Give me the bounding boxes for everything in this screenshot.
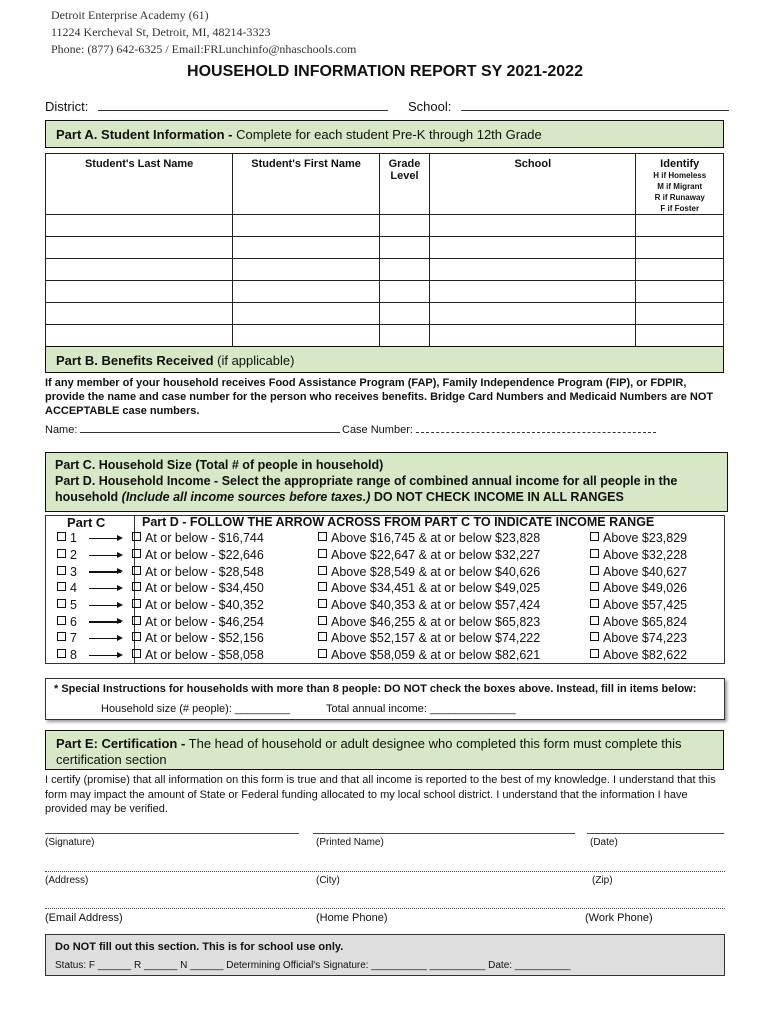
part-d-heading: Part D. Household Income - (55, 474, 219, 488)
table-row (57, 597, 710, 614)
part-b-instructions: If any member of your household receives Food Assistance Program (FAP), Family Independence Program (FIP), or FDPIR, provide the name and case number for the person who receives benefits. Bridge Card Numbers and Medicaid Numbers are NOT ACCEPTABLE case numbers. (45, 377, 714, 417)
income-range-label: At or below - $58,058 (145, 648, 264, 663)
household-size-field[interactable]: Household size (# people): _________ (101, 703, 290, 715)
income-range-label: At or below - $16,744 (145, 531, 264, 546)
address-line[interactable] (45, 871, 725, 872)
income-range-label: Above $57,425 (603, 598, 688, 613)
checkbox-icon[interactable] (57, 616, 66, 625)
school-address: 11224 Kercheval St, Detroit, MI, 48214-3323 (51, 25, 271, 39)
income-range-2-checkbox[interactable] (318, 547, 590, 564)
income-range-1-checkbox[interactable] (132, 630, 318, 647)
income-range-label: Above $58,059 & at or below $82,621 (331, 648, 541, 663)
total-income-field[interactable]: Total annual income: ______________ (326, 703, 516, 715)
checkbox-icon[interactable] (590, 549, 599, 558)
school-contact: Phone: (877) 642-6325 / Email:FRLunchinfo@nhaschools.com (51, 42, 357, 56)
checkbox-icon[interactable] (318, 566, 327, 575)
part-e-heading: Part E: Certification - (56, 736, 186, 751)
school-use-status: Status: F ______ R ______ N ______ Determining Official's Signature: __________ __________ Date: __________ (55, 960, 571, 971)
checkbox-icon[interactable] (132, 632, 141, 641)
household-size-checkbox[interactable] (57, 613, 132, 630)
student-table (45, 153, 724, 347)
income-range-1-checkbox[interactable] (132, 563, 318, 580)
table-row[interactable] (46, 325, 724, 347)
checkbox-icon[interactable] (590, 532, 599, 541)
checkbox-icon[interactable] (132, 566, 141, 575)
income-range-1-checkbox[interactable] (132, 530, 318, 547)
arrow-right-icon (89, 638, 121, 640)
checkbox-icon[interactable] (57, 566, 66, 575)
part-e-subheading: The head of household or adult designee who completed this form must complete this certification section (56, 736, 682, 767)
certification-statement: I certify (promise) that all information on this form is true and that all income is reported to the best of my knowledge. I understand that this form may impact the amount of State or Federal funding allocated to my local school district. I understand that the information I have provided may be verified. (45, 774, 716, 815)
signature-line[interactable] (45, 833, 299, 834)
table-row[interactable] (46, 215, 724, 237)
household-size-value: 2 (70, 548, 77, 563)
col-grade-level: Grade Level (379, 154, 429, 215)
school-header (51, 7, 356, 58)
district-field[interactable] (45, 99, 388, 114)
checkbox-icon[interactable] (57, 549, 66, 558)
arrow-right-icon (89, 588, 121, 590)
income-range-2-checkbox[interactable] (318, 530, 590, 547)
identify-note-m: M if Migrant (657, 182, 703, 191)
income-range-3-checkbox[interactable] (590, 647, 710, 664)
income-range-1-checkbox[interactable] (132, 613, 318, 630)
table-row (57, 630, 710, 647)
part-d-italic: (Include all income sources before taxes.) (121, 490, 371, 504)
checkbox-icon[interactable] (132, 582, 141, 591)
printed-name-label: (Printed Name) (316, 837, 384, 848)
household-size-checkbox[interactable] (57, 563, 132, 580)
income-range-3-checkbox[interactable] (590, 630, 710, 647)
arrow-right-icon (89, 555, 121, 557)
part-b-heading: Part B. Benefits Received (56, 353, 214, 368)
checkbox-icon[interactable] (590, 599, 599, 608)
zip-label: (Zip) (592, 875, 613, 886)
income-range-label: At or below - $52,156 (145, 631, 264, 646)
income-range-3-checkbox[interactable] (590, 613, 710, 630)
identify-note-r: R if Runaway (654, 193, 705, 202)
identify-note-h: H if Homeless (653, 171, 707, 180)
school-label: School: (408, 99, 452, 114)
address-label: (Address) (45, 875, 89, 886)
income-range-1-checkbox[interactable] (132, 647, 318, 664)
district-label: District: (45, 99, 89, 114)
income-range-2-checkbox[interactable] (318, 597, 590, 614)
income-range-label: Above $46,255 & at or below $65,823 (331, 614, 541, 629)
income-range-3-checkbox[interactable] (590, 547, 710, 564)
arrow-right-icon (89, 621, 121, 623)
income-range-label: Above $32,228 (603, 548, 688, 563)
household-size-value: 7 (70, 631, 77, 646)
special-instructions-box (45, 678, 725, 720)
household-size-value: 8 (70, 648, 77, 663)
household-size-value: 3 (70, 564, 77, 579)
income-range-2-checkbox[interactable] (318, 563, 590, 580)
arrow-right-icon (89, 571, 121, 573)
part-e-header (45, 730, 724, 770)
household-size-value: 6 (70, 614, 77, 629)
table-row (57, 530, 710, 547)
household-size-checkbox[interactable] (57, 647, 132, 664)
part-a-header (45, 120, 724, 148)
income-range-label: Above $82,622 (603, 648, 688, 663)
school-field[interactable] (408, 99, 729, 114)
income-range-label: At or below - $46,254 (145, 614, 264, 629)
city-label: (City) (316, 875, 340, 886)
col-part-d: Part D - FOLLOW THE ARROW ACROSS FROM PART C TO INDICATE INCOME RANGE (142, 515, 655, 529)
part-d-sub: Select the appropriate range of combined annual income for all people in the household (55, 474, 678, 504)
printed-name-line[interactable] (313, 833, 575, 834)
income-range-label: Above $40,353 & at or below $57,424 (331, 598, 541, 613)
income-range-2-checkbox[interactable] (318, 630, 590, 647)
household-size-value: 5 (70, 598, 77, 613)
part-cd-header (45, 452, 728, 512)
date-label: (Date) (590, 837, 618, 848)
email-label: (Email Address) (45, 912, 123, 924)
income-range-label: At or below - $34,450 (145, 581, 264, 596)
income-range-label: Above $28,549 & at or below $40,626 (331, 564, 541, 579)
household-size-checkbox[interactable] (57, 580, 132, 597)
income-range-1-checkbox[interactable] (132, 597, 318, 614)
school-use-box (45, 934, 725, 976)
col-part-c: Part C (67, 515, 106, 530)
col-identify (636, 154, 724, 215)
checkbox-icon[interactable] (590, 616, 599, 625)
checkbox-icon[interactable] (57, 649, 66, 658)
table-row[interactable] (46, 237, 724, 259)
date-line[interactable] (587, 833, 724, 834)
income-range-2-checkbox[interactable] (318, 647, 590, 664)
checkbox-icon[interactable] (318, 632, 327, 641)
income-range-label: Above $23,829 (603, 531, 688, 546)
checkbox-icon[interactable] (132, 599, 141, 608)
case-number-field[interactable] (342, 424, 656, 436)
checkbox-icon[interactable] (590, 632, 599, 641)
col-school: School (430, 154, 636, 215)
benefit-name-label: Name: (45, 424, 78, 436)
table-row (57, 613, 710, 630)
table-row[interactable] (46, 281, 724, 303)
school-name: Detroit Enterprise Academy (61) (51, 8, 209, 22)
income-range-3-checkbox[interactable] (590, 563, 710, 580)
household-size-checkbox[interactable] (57, 530, 132, 547)
income-range-label: Above $22,647 & at or below $32,227 (331, 548, 541, 563)
home-phone-label: (Home Phone) (316, 912, 388, 924)
signature-label: (Signature) (45, 837, 95, 848)
checkbox-icon[interactable] (132, 532, 141, 541)
household-size-checkbox[interactable] (57, 630, 132, 647)
household-size-checkbox[interactable] (57, 547, 132, 564)
income-range-3-checkbox[interactable] (590, 530, 710, 547)
income-range-label: At or below - $22,646 (145, 548, 264, 563)
income-range-3-checkbox[interactable] (590, 597, 710, 614)
checkbox-icon[interactable] (132, 549, 141, 558)
checkbox-icon[interactable] (590, 566, 599, 575)
income-range-label: Above $74,223 (603, 631, 688, 646)
arrow-right-icon (89, 605, 121, 607)
table-row (57, 547, 710, 564)
income-range-1-checkbox[interactable] (132, 580, 318, 597)
identify-label: Identify (660, 158, 700, 170)
checkbox-icon[interactable] (57, 582, 66, 591)
part-a-subheading: Complete for each student Pre-K through 12th Grade (232, 127, 542, 142)
special-instructions-text: * Special Instructions for households with more than 8 people: DO NOT check the boxes above. Instead, fill in items below: (54, 683, 697, 695)
col-first-name: Student's First Name (233, 154, 380, 215)
arrow-right-icon (89, 538, 121, 540)
part-b-subheading: (if applicable) (213, 353, 295, 368)
part-c-heading: Part C. Household Size (55, 458, 192, 472)
checkbox-icon[interactable] (590, 649, 599, 658)
checkbox-icon[interactable] (318, 532, 327, 541)
benefit-name-field[interactable] (45, 424, 340, 436)
checkbox-icon[interactable] (132, 649, 141, 658)
checkbox-icon[interactable] (132, 616, 141, 625)
income-range-label: Above $40,627 (603, 564, 688, 579)
checkbox-icon[interactable] (57, 632, 66, 641)
school-use-heading: Do NOT fill out this section. This is for school use only. (55, 941, 344, 953)
income-range-label: At or below - $28,548 (145, 564, 264, 579)
arrow-right-icon (89, 655, 121, 657)
income-range-label: At or below - $40,352 (145, 598, 264, 613)
table-row (57, 563, 710, 580)
checkbox-icon[interactable] (590, 582, 599, 591)
part-c-sub: (Total # of people in household) (191, 458, 384, 472)
income-range-2-checkbox[interactable] (318, 613, 590, 630)
part-d-tail: DO NOT CHECK INCOME IN ALL RANGES (370, 490, 624, 504)
checkbox-icon[interactable] (57, 599, 66, 608)
household-size-checkbox[interactable] (57, 597, 132, 614)
income-range-label: Above $49,026 (603, 581, 688, 596)
part-a-heading: Part A. Student Information - (56, 127, 233, 142)
col-last-name: Student's Last Name (46, 154, 233, 215)
income-range-2-checkbox[interactable] (318, 580, 590, 597)
income-range-3-checkbox[interactable] (590, 580, 710, 597)
income-range-label: Above $16,745 & at or below $23,828 (331, 531, 541, 546)
checkbox-icon[interactable] (318, 549, 327, 558)
checkbox-icon[interactable] (57, 532, 66, 541)
income-range-label: Above $34,451 & at or below $49,025 (331, 581, 541, 596)
household-size-value: 4 (70, 581, 77, 596)
identify-note-f: F if Foster (660, 204, 700, 213)
income-range-1-checkbox[interactable] (132, 547, 318, 564)
part-b-header (45, 346, 724, 373)
checkbox-icon[interactable] (318, 616, 327, 625)
contact-line[interactable] (45, 908, 725, 909)
checkbox-icon[interactable] (318, 582, 327, 591)
income-range-label: Above $52,157 & at or below $74,222 (331, 631, 541, 646)
checkbox-icon[interactable] (318, 649, 327, 658)
income-range-label: Above $65,824 (603, 614, 688, 629)
case-number-label: Case Number: (342, 424, 413, 436)
household-size-value: 1 (70, 531, 77, 546)
table-row[interactable] (46, 259, 724, 281)
table-row (57, 580, 710, 597)
table-row (57, 647, 710, 664)
income-table (57, 530, 710, 664)
checkbox-icon[interactable] (318, 599, 327, 608)
work-phone-label: (Work Phone) (585, 912, 653, 924)
page-title: HOUSEHOLD INFORMATION REPORT SY 2021-2022 (187, 63, 583, 80)
table-row[interactable] (46, 303, 724, 325)
